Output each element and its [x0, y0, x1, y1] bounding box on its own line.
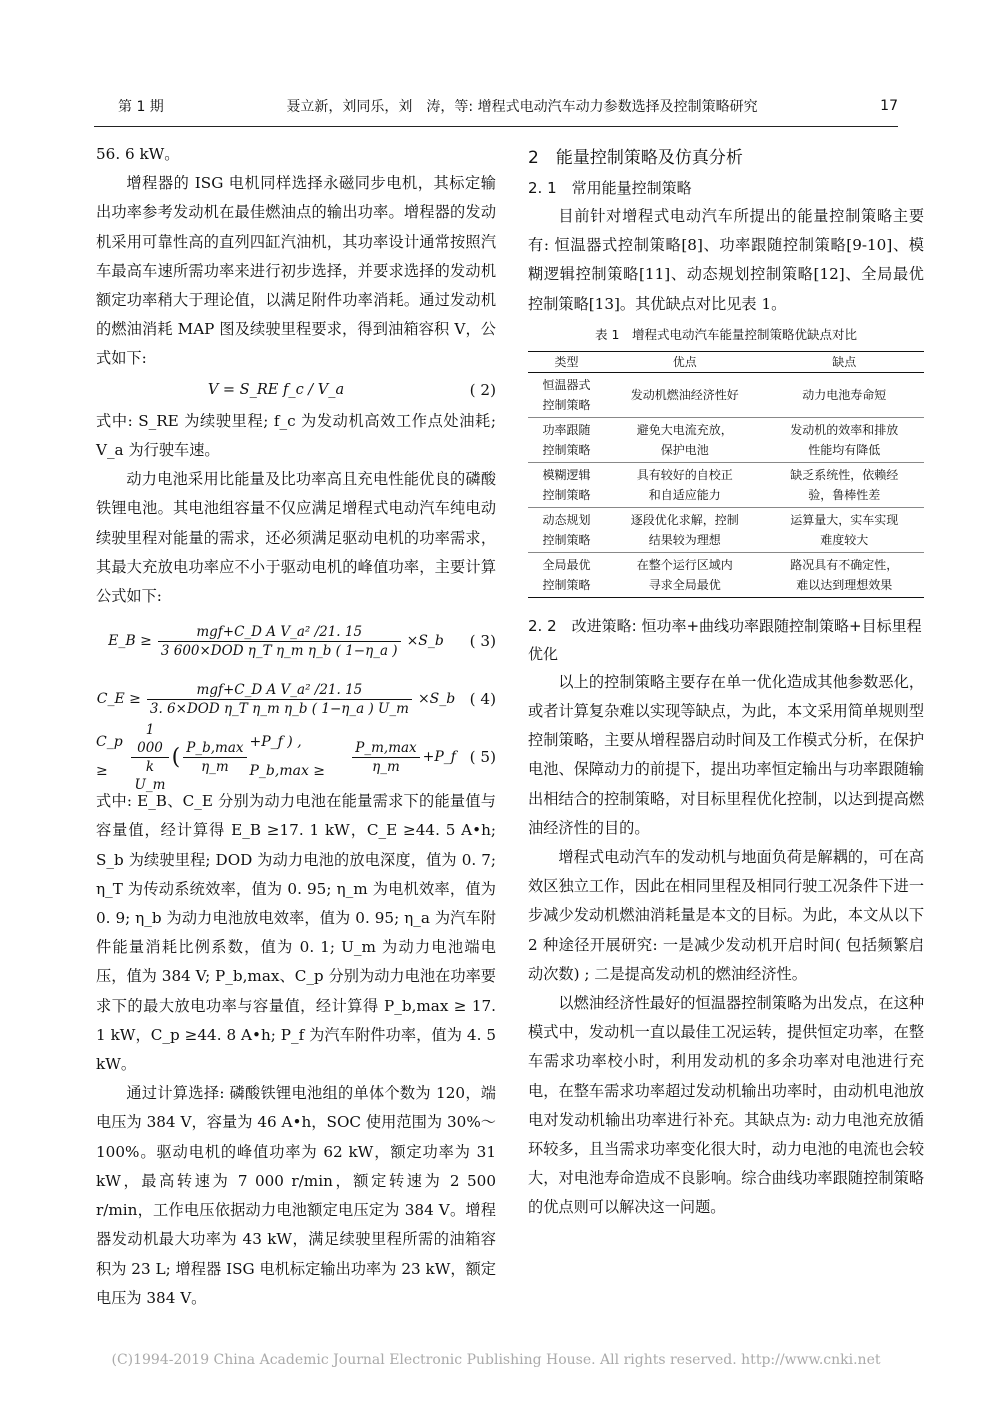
equation-number: ( 4) — [469, 689, 496, 708]
equation-number: ( 3) — [469, 631, 496, 650]
paragraph: 56. 6 kW。 — [96, 145, 180, 163]
equation-2 — [96, 376, 496, 405]
table-row — [528, 417, 924, 462]
denominator: η_m — [372, 758, 400, 775]
numerator: P_m,max — [352, 739, 419, 758]
subsection-heading: 2. 1 常用能量控制策略 — [528, 179, 692, 197]
table-caption: 表 1 增程式电动汽车能量控制策略优缺点对比 — [595, 326, 857, 342]
denominator: 3 600×DOD η_T η_m η_b ( 1−η_a ) — [160, 642, 398, 659]
running-title: 聂立新，刘同乐，刘 涛，等: 增程式电动汽车动力参数选择及控制策略研究 — [286, 99, 758, 115]
equation-3 — [96, 613, 496, 669]
numerator: mgf+C_D A V_a² /21. 15 — [158, 623, 401, 642]
paragraph: 通过计算选择: 磷酸铁锂电池组的单体个数为 120，端电压为 384 V，容量为 46 A•h，SOC 使用范围为 30%～100%。驱动电机的峰值功率为 62 kW，额定功率为 31 kW，最高转速为 7 000 r/min，额定转速为 2 500 r/min，工作电压依据动力电池额定电压定为 384 V。增程器发动机最大功率为 43 kW，满足续驶里程所需的油箱容积为 23 L; 增程器 ISG 电机标定输出功率为 23 kW，额定电压为 384 V。 — [96, 1084, 496, 1307]
issue-number: 第 1 期 — [118, 99, 164, 115]
table-body — [528, 372, 924, 597]
eq-lhs: C_E ≥ — [96, 690, 141, 707]
fraction — [147, 681, 412, 718]
right-column — [528, 140, 924, 1223]
running-header — [118, 95, 898, 117]
table-header-row — [528, 351, 924, 372]
fraction — [131, 721, 168, 794]
paren-open: ( — [171, 744, 181, 770]
table-cell: 发动机燃油经济性好 — [605, 372, 764, 417]
table-header-cell: 缺点 — [764, 351, 924, 372]
page-number: 17 — [880, 98, 898, 114]
table-cell: 模糊逻辑 控制策略 — [528, 462, 605, 507]
paragraph: 以上的控制策略主要存在单一优化造成其他参数恶化，或者计算复杂难以实现等缺点，为此，本文采用简单规则型控制策略，主要从增程器启动时间及工作模式分析，在保护电池、保障动力的前提下，提出功率恒定输出与功率跟随输出相结合的控制策略，对目标里程优化控制，以达到提高燃油经济性的目的。 — [528, 672, 924, 837]
paragraph: 目前针对增程式电动汽车所提出的能量控制策略主要有: 恒温器式控制策略[8]、功率跟随控制策略[9-10]、模糊逻辑控制策略[11]、动态规划控制策略[12]、全局最优控制策略[13]。其优缺点对比见表 1。 — [528, 207, 924, 313]
denominator: k U_m — [134, 758, 166, 793]
paragraph: 增程器的 ISG 电机同样选择永磁同步电机，其标定输出功率参考发动机在最佳燃油点的输出功率。增程器的发动机采用可靠性高的直列四缸汽油机，其功率设计通常按照汽车最高车速所需功率来进行初步选择，并要求选择的发动机额定功率稍大于理论值，以满足附件功率消耗。通过发动机的燃油消耗 MAP 图及续驶里程要求，得到油箱容积 V，公式如下: — [96, 174, 496, 368]
eq-rhs: ×S_b — [417, 690, 456, 707]
table-cell: 避免大电流充放， 保护电池 — [605, 417, 764, 462]
fraction — [352, 739, 419, 776]
table-cell: 恒温器式 控制策略 — [528, 372, 605, 417]
table-cell: 具有较好的自校正 和自适应能力 — [605, 462, 764, 507]
table-cell: 缺乏系统性，依赖经 验，鲁棒性差 — [764, 462, 924, 507]
denominator: η_m — [201, 758, 229, 775]
fraction — [158, 623, 401, 660]
strategy-comparison-table — [528, 351, 924, 598]
table-cell: 运算量大，实车实现 难度较大 — [764, 507, 924, 552]
table-header-cell: 优点 — [605, 351, 764, 372]
equation-body: V = S_RE f_c / V_a — [207, 381, 345, 398]
table-row — [528, 462, 924, 507]
eq-mid: +P_f ) , P_b,max ≥ — [249, 734, 326, 780]
denominator: 3. 6×DOD η_T η_m η_b ( 1−η_a ) U_m — [149, 700, 409, 717]
equation-4 — [96, 671, 496, 727]
eq-rhs: ×S_b — [406, 632, 444, 649]
eq-lhs: E_B ≥ — [108, 632, 152, 649]
equation-number: ( 2) — [469, 380, 496, 399]
numerator: P_b,max — [183, 739, 246, 758]
subsection-heading: 2. 2 改进策略: 恒功率+曲线功率跟随控制策略+目标里程优化 — [528, 616, 922, 663]
equation-5 — [96, 721, 496, 793]
table-cell: 逐段优化求解，控制 结果较为理想 — [605, 507, 764, 552]
table-cell: 动态规划 控制策略 — [528, 507, 605, 552]
paragraph: 动力电池采用比能量及比功率高且充电性能优良的磷酸铁锂电池。其电池组容量不仅应满足增程式电动汽车纯电动续驶里程对能量的需求，还必须满足驱动电机的功率需求，其最大充放电功率应不小于驱动电机的峰值功率，主要计算公式如下: — [96, 470, 496, 606]
numerator: 1 000 — [131, 721, 168, 758]
numerator: mgf+C_D A V_a² /21. 15 — [147, 681, 412, 700]
table-cell: 在整个运行区域内 寻求全局最优 — [605, 552, 764, 597]
table-row — [528, 552, 924, 597]
table-header-cell: 类型 — [528, 351, 605, 372]
equation-number: ( 5) — [469, 747, 496, 766]
eq-lhs: C_p ≥ — [96, 734, 123, 780]
paragraph: 增程式电动汽车的发动机与地面负荷是解耦的，可在高效区独立工作，因此在相同里程及相同行驶工况条件下进一步减少发动机燃油消耗量是本文的目标。为此，本文从以下 2 种途径开展研究: 一是减少发动机开启时间( 包括频繁启动次数) ; 二是提高发动机的燃油经济性。 — [528, 848, 924, 983]
table-cell: 发动机的效率和排放 性能均有降低 — [764, 417, 924, 462]
table-cell: 全局最优 控制策略 — [528, 552, 605, 597]
eq-rhs: +P_f — [422, 748, 456, 765]
table-row — [528, 372, 924, 417]
table-row — [528, 507, 924, 552]
fraction — [183, 739, 246, 776]
paragraph: 式中: S_RE 为续驶里程; f_c 为发动机高效工作点处油耗; V_a 为行驶车速。 — [96, 411, 496, 460]
paragraph: 式中: E_B、C_E 分别为动力电池在能量需求下的能量值与容量值，经计算得 E_B ≥17. 1 kW，C_E ≥44. 5 A•h; S_b 为续驶里程; DOD 为动力电池的放电深度，值为 0. 7; η_T 为传动系统效率，值为 0. 95; η_m 为电机效率，值为 0. 9; η_b 为动力电池放电效率，值为 0. 95; η_a 为汽车附件能量消耗比例系数，值为 0. 1; U_m 为动力电池端电压，值为 384 V; P_b,max、C_p 分别为动力电池在功率要求下的最大放电功率与容量值，经计算得 P_b,max ≥ 17. 1 kW，C_p ≥44. 8 A•h; P_f 为汽车附件功率，值为 4. 5 kW。 — [96, 792, 496, 1074]
paragraph: 以燃油经济性最好的恒温器控制策略为出发点，在这种模式中，发动机一直以最佳工况运转，提供恒定功率，在整车需求功率校小时，利用发动机的多余功率对电池进行充电，在整车需求功率超过发动机输出功率时，由动机电池放电对发动机输出功率进行补充。其缺点为: 动力电池充放循环较多，且当需求功率变化很大时，动力电池的电流也会较大，对电池寿命造成不良影响。综合曲线功率跟随控制策略的优点则可以解决这一问题。 — [528, 994, 924, 1217]
table-cell: 动力电池寿命短 — [764, 372, 924, 417]
header-rule — [94, 126, 898, 127]
table-cell: 功率跟随 控制策略 — [528, 417, 605, 462]
section-heading: 2 能量控制策略及仿真分析 — [528, 148, 743, 168]
left-column — [96, 140, 496, 1313]
table-cell: 路况具有不确定性， 难以达到理想效果 — [764, 552, 924, 597]
copyright-footer: (C)1994-2019 China Academic Journal Electronic Publishing House. All rights reserved. http://www.cnki.net — [111, 1352, 881, 1368]
